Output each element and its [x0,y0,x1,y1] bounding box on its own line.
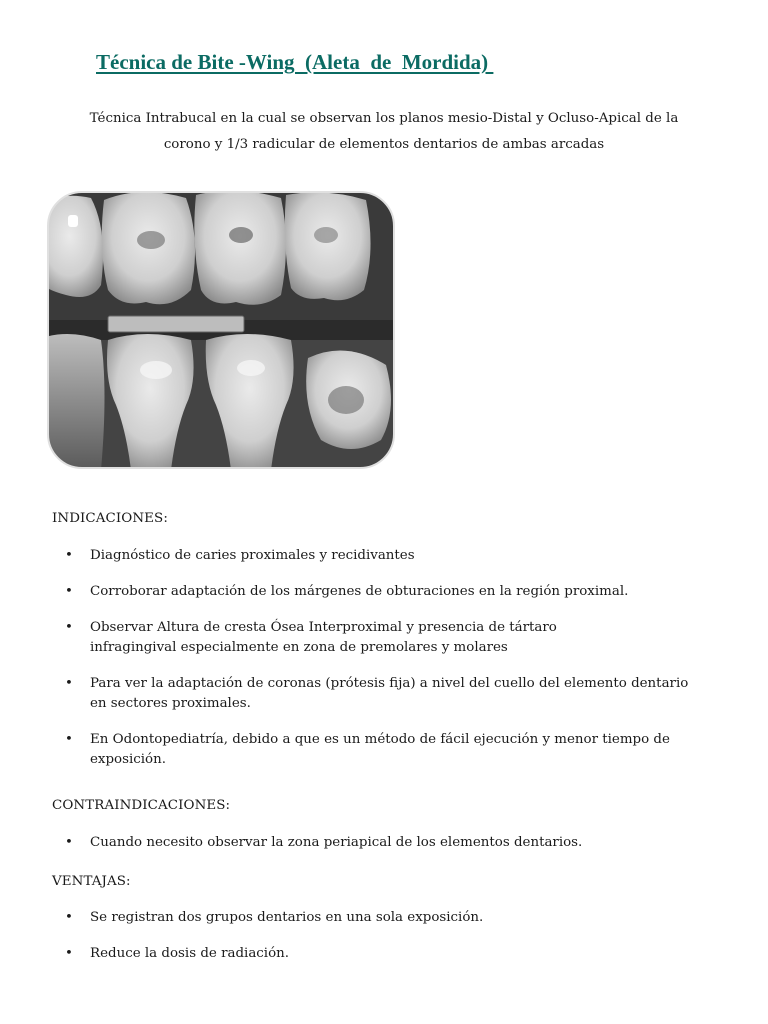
list-item: • Diagnóstico de caries proximales y recidivantes [52,546,732,566]
intro-paragraph [40,106,728,158]
ventajas-heading: VENTAJAS: [52,874,131,889]
page-title: Técnica de Bite -Wing (Aleta de Mordida) [96,50,494,74]
list-item: • Corroborar adaptación de los márgenes de obturaciones en la región proximal. [52,582,732,602]
intro-line-2: corono y 1/3 radicular de elementos dentarios de ambas arcadas [163,137,605,152]
list-item: • Reduce la dosis de radiación. [52,944,732,964]
contraindicaciones-heading: CONTRAINDICACIONES: [52,798,231,813]
list-item: • Se registran dos grupos dentarios en una sola exposición. [52,908,732,928]
list-item: • Para ver la adaptación de coronas (prótesis fija) a nivel del cuello del elemento dentario en sectores proximales. [52,674,690,714]
list-item: • Observar Altura de cresta Ósea Interproximal y presencia de tártaro infragingival especialmente en zona de premolares y molares [52,618,630,658]
indicaciones-heading: INDICACIONES: [52,511,168,526]
bitewing-radiograph-image [46,190,396,470]
ventajas-list [52,908,732,964]
list-item: • En Odontopediatría, debido a que es un método de fácil ejecución y menor tiempo de exposición. [52,730,732,770]
list-item: • Cuando necesito observar la zona periapical de los elementos dentarios. [52,833,732,853]
contraindicaciones-list [52,833,732,853]
indicaciones-list [52,546,732,770]
intro-line-1: Técnica Intrabucal en la cual se observan los planos mesio-Distal y Ocluso-Apical de la [89,111,679,126]
